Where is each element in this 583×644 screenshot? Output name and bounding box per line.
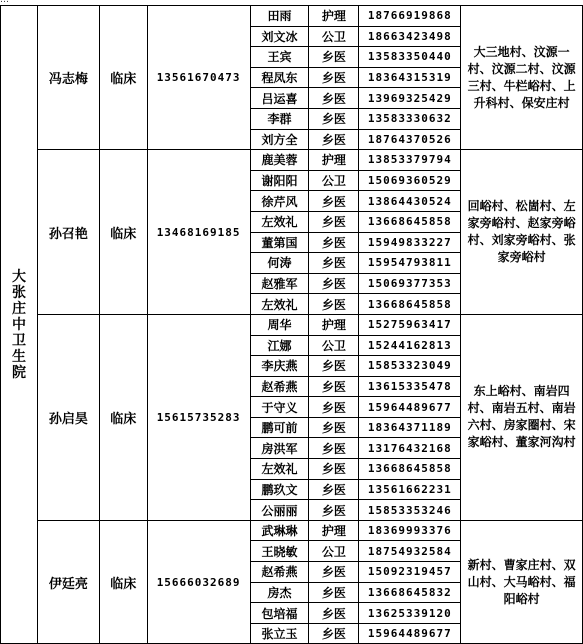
member-role: 乡医	[309, 376, 359, 397]
member-phone: 15069360529	[359, 170, 461, 191]
team-doctor-name: 孙召艳	[37, 150, 99, 315]
member-name: 鹏玖文	[250, 479, 309, 500]
member-role: 护理	[309, 314, 359, 335]
member-phone: 15949833227	[359, 232, 461, 253]
member-name: 鹿美蓉	[250, 150, 309, 171]
member-name: 李群	[250, 108, 309, 129]
member-role: 乡医	[309, 356, 359, 377]
member-phone: 15092319457	[359, 562, 461, 583]
served-villages: 大三地村、汶源一村、汶源二村、汶源三村、牛栏峪村、上升科村、保安庄村	[461, 6, 583, 150]
team-doctor-dept: 临床	[99, 6, 147, 150]
member-phone: 15853323049	[359, 356, 461, 377]
member-name: 刘文冰	[250, 26, 309, 47]
table-row	[1, 6, 583, 27]
member-phone: 13668645858	[359, 294, 461, 315]
table-row	[1, 314, 583, 335]
member-phone: 15853353246	[359, 500, 461, 521]
member-name: 李庆燕	[250, 356, 309, 377]
member-phone: 15244162813	[359, 335, 461, 356]
member-name: 左效礼	[250, 294, 309, 315]
served-villages: 东上峪村、南岩四村、南岩五村、南岩六村、房家圈村、宋家峪村、董家河沟村	[461, 314, 583, 520]
member-role: 护理	[309, 150, 359, 171]
member-name: 吕运喜	[250, 88, 309, 109]
member-name: 房杰	[250, 582, 309, 603]
team-doctor-dept: 临床	[99, 314, 147, 520]
member-phone: 18764370526	[359, 129, 461, 150]
member-name: 公丽丽	[250, 500, 309, 521]
member-phone: 13625339120	[359, 603, 461, 624]
member-phone: 13853379794	[359, 150, 461, 171]
member-name: 鹏可前	[250, 417, 309, 438]
member-phone: 13668645858	[359, 211, 461, 232]
served-villages: 回峪村、松崮村、左家旁峪村、赵家旁峪村、刘家旁峪村、张家旁峪村	[461, 150, 583, 315]
member-role: 乡医	[309, 500, 359, 521]
cropped-header-fragment: …	[0, 0, 9, 5]
member-phone: 13583330632	[359, 108, 461, 129]
member-phone: 13583350440	[359, 47, 461, 68]
member-role: 乡医	[309, 294, 359, 315]
served-villages: 新村、曹家庄村、双山村、大马峪村、福阳峪村	[461, 520, 583, 644]
member-role: 乡医	[309, 253, 359, 274]
member-phone: 15964489677	[359, 623, 461, 644]
team-doctor-name: 冯志梅	[37, 6, 99, 150]
member-role: 乡医	[309, 459, 359, 480]
member-phone: 15964489677	[359, 397, 461, 418]
member-role: 乡医	[309, 397, 359, 418]
team-doctor-phone: 13561670473	[147, 6, 250, 150]
unit-name-cell	[1, 6, 38, 644]
member-phone: 13969325429	[359, 88, 461, 109]
member-name: 赵希燕	[250, 562, 309, 583]
member-name: 房洪军	[250, 438, 309, 459]
member-name: 刘方全	[250, 129, 309, 150]
member-name: 何涛	[250, 253, 309, 274]
member-role: 乡医	[309, 108, 359, 129]
member-role: 乡医	[309, 88, 359, 109]
member-phone: 13864430524	[359, 191, 461, 212]
member-phone: 18369993376	[359, 520, 461, 541]
member-phone: 18754932584	[359, 541, 461, 562]
member-name: 周华	[250, 314, 309, 335]
table-body	[1, 6, 583, 644]
member-name: 武琳琳	[250, 520, 309, 541]
member-phone: 18766919868	[359, 6, 461, 27]
member-name: 赵希燕	[250, 376, 309, 397]
family-doctor-team-table	[0, 5, 583, 644]
member-name: 徐芹风	[250, 191, 309, 212]
team-doctor-dept: 临床	[99, 150, 147, 315]
table-row	[1, 150, 583, 171]
member-name: 包培福	[250, 603, 309, 624]
member-name: 王宾	[250, 47, 309, 68]
member-phone: 18663423498	[359, 26, 461, 47]
team-doctor-name: 伊廷亮	[37, 520, 99, 644]
member-phone: 13176432168	[359, 438, 461, 459]
member-name: 王晓敏	[250, 541, 309, 562]
member-role: 公卫	[309, 335, 359, 356]
member-role: 乡医	[309, 417, 359, 438]
member-name: 程凤东	[250, 67, 309, 88]
member-role: 乡医	[309, 623, 359, 644]
member-phone: 18364315319	[359, 67, 461, 88]
member-role: 乡医	[309, 438, 359, 459]
member-role: 护理	[309, 6, 359, 27]
member-name: 左效礼	[250, 459, 309, 480]
member-role: 乡医	[309, 582, 359, 603]
member-name: 于守义	[250, 397, 309, 418]
member-role: 乡医	[309, 67, 359, 88]
member-name: 谢阳阳	[250, 170, 309, 191]
team-doctor-phone: 13468169185	[147, 150, 250, 315]
unit-name: 大张庄中卫生院	[11, 268, 26, 381]
table-row	[1, 520, 583, 541]
member-role: 乡医	[309, 47, 359, 68]
member-name: 赵雅军	[250, 273, 309, 294]
member-role: 公卫	[309, 26, 359, 47]
member-phone: 13668645858	[359, 459, 461, 480]
member-role: 乡医	[309, 273, 359, 294]
member-role: 乡医	[309, 129, 359, 150]
team-doctor-phone: 15666032689	[147, 520, 250, 644]
member-phone: 15069377353	[359, 273, 461, 294]
team-doctor-name: 孙启昊	[37, 314, 99, 520]
member-phone: 13561662231	[359, 479, 461, 500]
member-phone: 13615335478	[359, 376, 461, 397]
member-name: 田雨	[250, 6, 309, 27]
team-doctor-phone: 15615735283	[147, 314, 250, 520]
member-role: 护理	[309, 520, 359, 541]
member-name: 张立玉	[250, 623, 309, 644]
member-role: 公卫	[309, 170, 359, 191]
team-doctor-dept: 临床	[99, 520, 147, 644]
member-role: 乡医	[309, 479, 359, 500]
member-phone: 15275963417	[359, 314, 461, 335]
member-role: 乡医	[309, 603, 359, 624]
member-name: 董第国	[250, 232, 309, 253]
member-role: 乡医	[309, 232, 359, 253]
member-role: 乡医	[309, 562, 359, 583]
member-name: 江娜	[250, 335, 309, 356]
member-phone: 13668645832	[359, 582, 461, 603]
member-name: 左效礼	[250, 211, 309, 232]
member-phone: 15954793811	[359, 253, 461, 274]
member-role: 乡医	[309, 211, 359, 232]
member-role: 公卫	[309, 541, 359, 562]
member-role: 乡医	[309, 191, 359, 212]
member-phone: 18364371189	[359, 417, 461, 438]
